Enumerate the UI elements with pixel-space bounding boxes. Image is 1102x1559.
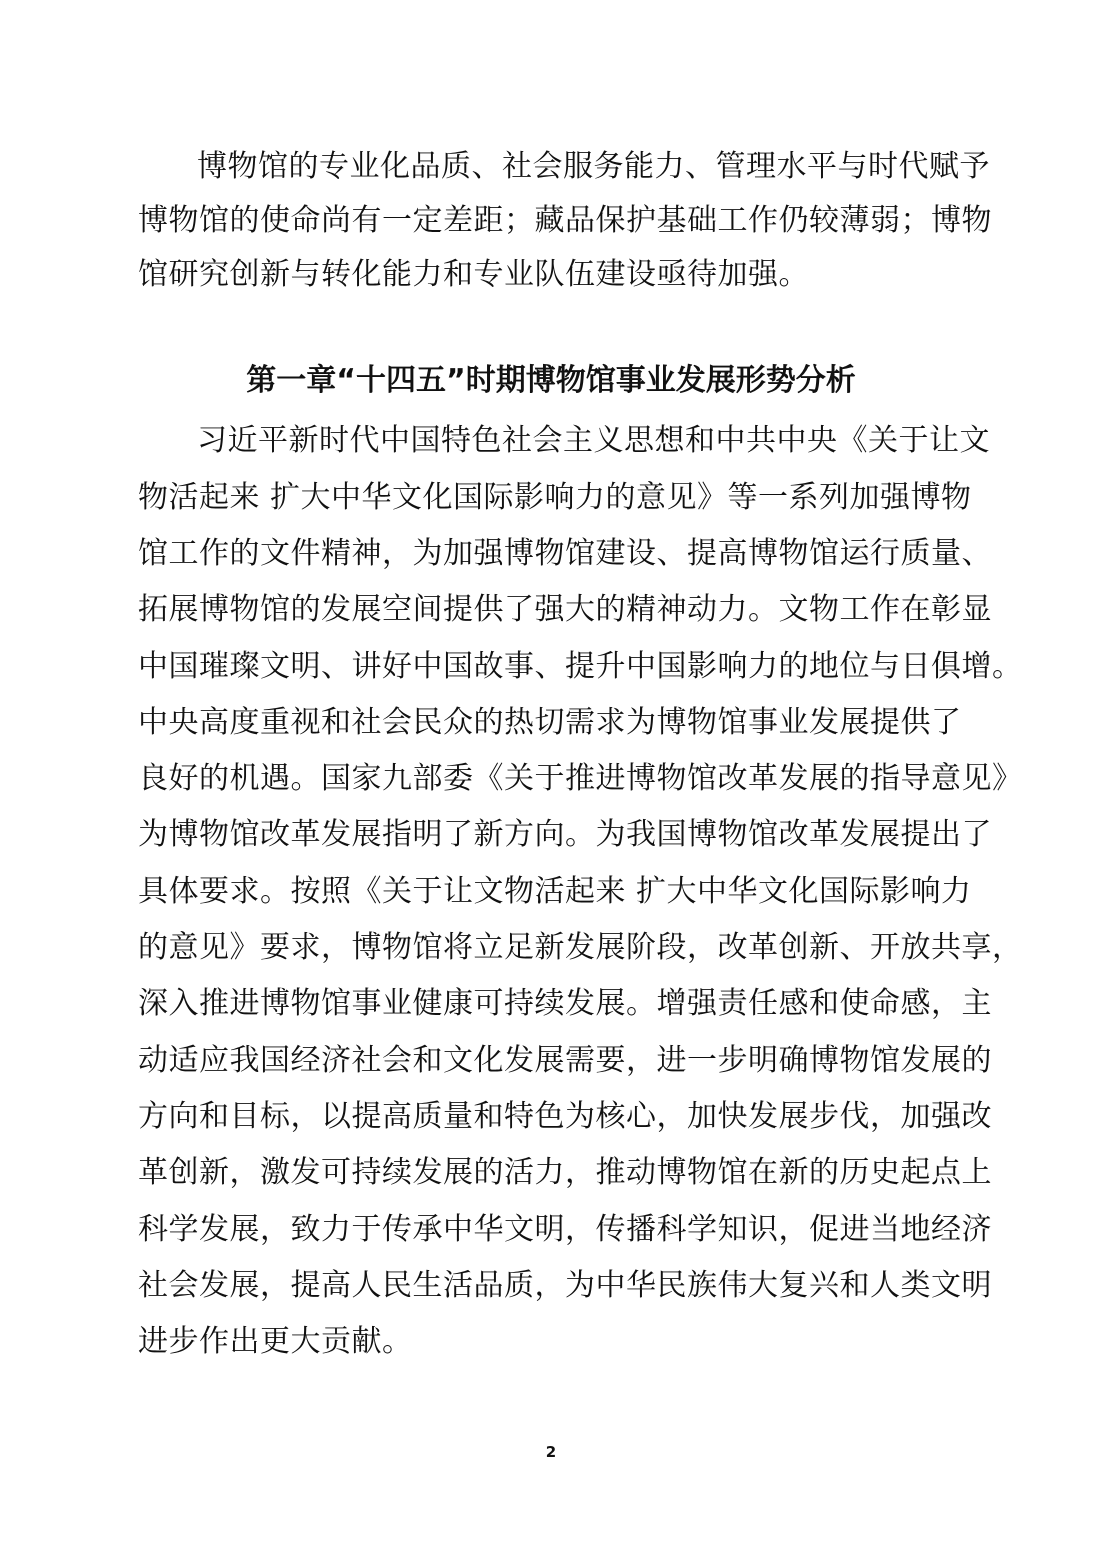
body-line-2: 物活起来 扩大中华文化国际影响力的意见》等一系列加强博物 [138,480,972,515]
body-line-6: 中央高度重视和社会民众的热切需求为博物馆事业发展提供了 [138,705,962,740]
body-line-8: 为博物馆改革发展指明了新方向。为我国博物馆改革发展提出了 [138,817,992,852]
body-line-14: 革创新，激发可持续发展的活力，推动博物馆在新的历史起点上 [138,1155,992,1190]
body-line-12: 动适应我国经济社会和文化发展需要，进一步明确博物馆发展的 [138,1043,992,1078]
body-line-5: 中国璀璨文明、讲好中国故事、提升中国影响力的地位与日俱增。 [138,649,1023,684]
intro-line-2: 博物馆的使命尚有一定差距；藏品保护基础工作仍较薄弱；博物 [138,203,992,238]
body-line-15: 科学发展，致力于传承中华文明，传播科学知识，促进当地经济 [138,1212,992,1247]
body-line-10: 的意见》要求，博物馆将立足新发展阶段，改革创新、开放共享， [138,930,1023,965]
body-line-16: 社会发展，提高人民生活品质，为中华民族伟大复兴和人类文明 [138,1268,992,1303]
body-line-13: 方向和目标，以提高质量和特色为核心，加快发展步伐，加强改 [138,1099,992,1134]
body-line-7: 良好的机遇。国家九部委《关于推进博物馆改革发展的指导意见》 [138,761,1023,796]
intro-line-1: 博物馆的专业化品质、社会服务能力、管理水平与时代赋予 [197,149,990,184]
page-number: 2 [545,1443,557,1461]
body-line-11: 深入推进博物馆事业健康可持续发展。增强责任感和使命感，主 [138,986,992,1021]
body-line-3: 馆工作的文件精神，为加强博物馆建设、提高博物馆运行质量、 [138,536,992,571]
intro-line-3: 馆研究创新与转化能力和专业队伍建设亟待加强。 [138,257,809,292]
body-line-1: 习近平新时代中国特色社会主义思想和中共中央《关于让文 [197,423,990,458]
chapter-heading: 第一章“十四五”时期博物馆事业发展形势分析 [246,363,856,398]
body-line-4: 拓展博物馆的发展空间提供了强大的精神动力。文物工作在彰显 [138,592,992,627]
body-line-9: 具体要求。按照《关于让文物活起来 扩大中华文化国际影响力 [138,874,972,909]
body-line-17: 进步作出更大贡献。 [138,1324,413,1359]
